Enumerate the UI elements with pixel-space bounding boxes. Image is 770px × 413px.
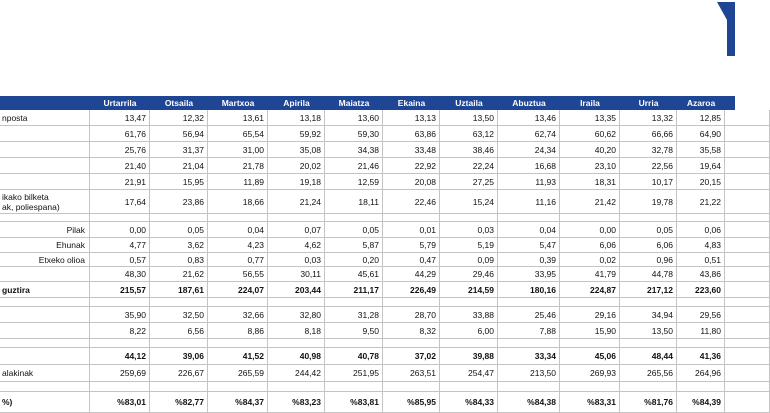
table-cell: [725, 282, 770, 298]
row-label: guztira: [0, 282, 90, 298]
row-label-line: ak, poliespana): [2, 201, 60, 212]
table-cell: [725, 238, 770, 253]
table-cell: 22,56: [620, 158, 677, 174]
table-cell: [325, 382, 383, 392]
table-cell: 24,34: [498, 142, 560, 158]
row-label: [0, 158, 90, 174]
table-cell: 27,25: [440, 174, 498, 190]
table-cell: 40,98: [268, 348, 325, 365]
table-cell: [677, 382, 725, 392]
month-header-8: Abuztua: [512, 98, 546, 108]
table-cell: 0,51: [677, 253, 725, 267]
table-cell: 0,05: [620, 222, 677, 238]
table-row: [0, 214, 735, 222]
row-label: [0, 307, 90, 323]
table-cell: 35,90: [90, 307, 150, 323]
table-row: [0, 267, 735, 282]
table-cell: [725, 214, 770, 222]
month-header-6: Ekaina: [397, 98, 426, 108]
table-cell: [208, 339, 268, 348]
corner-logo-icon: [705, 0, 735, 60]
table-row: [0, 222, 735, 238]
table-cell: [90, 382, 150, 392]
table-cell: 265,56: [620, 365, 677, 382]
table-row: [0, 110, 735, 126]
table-cell: 8,86: [208, 323, 268, 339]
table-cell: 44,29: [383, 267, 440, 282]
table-cell: 31,37: [150, 142, 208, 158]
table-cell: %83,81: [325, 392, 383, 413]
table-cell: 60,62: [560, 126, 620, 142]
month-header-4: Apirila: [283, 98, 310, 108]
table-cell: 12,59: [325, 174, 383, 190]
table-cell: %83,01: [90, 392, 150, 413]
table-cell: 32,80: [268, 307, 325, 323]
table-cell: [725, 339, 770, 348]
row-label: [0, 190, 90, 214]
table-cell: 13,13: [383, 110, 440, 126]
month-header-1: Urtarrila: [103, 98, 137, 108]
table-cell: 22,46: [383, 190, 440, 214]
table-cell: 11,89: [208, 174, 268, 190]
table-row: [0, 348, 735, 365]
table-cell: [268, 214, 325, 222]
table-cell: 21,91: [90, 174, 150, 190]
table-cell: [440, 214, 498, 222]
table-cell: 45,61: [325, 267, 383, 282]
table-cell: 40,78: [325, 348, 383, 365]
table-cell: %82,77: [150, 392, 208, 413]
table-cell: 6,00: [440, 323, 498, 339]
table-cell: 13,60: [325, 110, 383, 126]
table-cell: 21,62: [150, 267, 208, 282]
table-cell: 62,74: [498, 126, 560, 142]
table-cell: 226,49: [383, 282, 440, 298]
month-header-2: Otsaila: [164, 98, 194, 108]
table-cell: 11,16: [498, 190, 560, 214]
table-cell: [725, 392, 770, 413]
table-cell: [325, 214, 383, 222]
table-cell: 21,04: [150, 158, 208, 174]
table-cell: 41,36: [677, 348, 725, 365]
table-cell: 29,16: [560, 307, 620, 323]
table-row: [0, 190, 735, 214]
table-cell: %85,95: [383, 392, 440, 413]
table-cell: [150, 339, 208, 348]
table-cell: [498, 214, 560, 222]
table-cell: [268, 382, 325, 392]
table-cell: 180,16: [498, 282, 560, 298]
table-cell: [208, 382, 268, 392]
table-cell: 18,31: [560, 174, 620, 190]
table-cell: 9,50: [325, 323, 383, 339]
table-cell: %83,31: [560, 392, 620, 413]
table-cell: 8,32: [383, 323, 440, 339]
table-cell: 18,66: [208, 190, 268, 214]
table-row: [0, 253, 735, 267]
table-cell: 215,57: [90, 282, 150, 298]
row-label: [0, 174, 90, 190]
table-cell: %81,76: [620, 392, 677, 413]
table-cell: 48,44: [620, 348, 677, 365]
table-cell: 0,57: [90, 253, 150, 267]
table-cell: 13,46: [498, 110, 560, 126]
table-cell: 17,64: [90, 190, 150, 214]
table-cell: 28,70: [383, 307, 440, 323]
table-cell: [725, 158, 770, 174]
table-cell: %84,37: [208, 392, 268, 413]
table-cell: 0,01: [383, 222, 440, 238]
table-cell: 21,22: [677, 190, 725, 214]
table-cell: 0,20: [325, 253, 383, 267]
table-cell: 35,08: [268, 142, 325, 158]
table-cell: [90, 214, 150, 222]
table-cell: 13,61: [208, 110, 268, 126]
table-row: [0, 158, 735, 174]
table-cell: 0,77: [208, 253, 268, 267]
row-label: Pilak: [0, 222, 90, 238]
table-cell: 251,95: [325, 365, 383, 382]
table-cell: [560, 382, 620, 392]
table-cell: 21,24: [268, 190, 325, 214]
table-cell: [498, 382, 560, 392]
table-cell: 21,42: [560, 190, 620, 214]
table-cell: 265,59: [208, 365, 268, 382]
table-cell: 0,02: [560, 253, 620, 267]
table-cell: 22,24: [440, 158, 498, 174]
table-cell: 32,66: [208, 307, 268, 323]
table-cell: [325, 339, 383, 348]
table-cell: [268, 298, 325, 307]
table-cell: [725, 222, 770, 238]
month-header-9: Iraila: [580, 98, 600, 108]
table-cell: [498, 298, 560, 307]
table-cell: 56,55: [208, 267, 268, 282]
table-cell: 0,03: [440, 222, 498, 238]
table-cell: 19,78: [620, 190, 677, 214]
table-cell: 0,00: [90, 222, 150, 238]
table-cell: 39,88: [440, 348, 498, 365]
table-cell: 44,12: [90, 348, 150, 365]
row-label: [0, 267, 90, 282]
table-cell: 0,05: [325, 222, 383, 238]
table-row: [0, 323, 735, 339]
table-cell: [725, 174, 770, 190]
table-cell: 0,04: [208, 222, 268, 238]
table-cell: [725, 190, 770, 214]
table-cell: 0,05: [150, 222, 208, 238]
table-cell: 0,03: [268, 253, 325, 267]
table-cell: 0,96: [620, 253, 677, 267]
table-row: [0, 142, 735, 158]
month-header-12: A: [744, 98, 751, 108]
row-label: %): [0, 392, 90, 413]
table-cell: 0,83: [150, 253, 208, 267]
table-cell: 33,34: [498, 348, 560, 365]
table-cell: 13,50: [440, 110, 498, 126]
row-label: Etxeko olioa: [0, 253, 90, 267]
table-row: [0, 365, 735, 382]
table-cell: 3,62: [150, 238, 208, 253]
row-label: Ehunak: [0, 238, 90, 253]
table-cell: 22,92: [383, 158, 440, 174]
table-cell: [620, 339, 677, 348]
table-cell: 13,47: [90, 110, 150, 126]
table-cell: [440, 298, 498, 307]
table-cell: 217,12: [620, 282, 677, 298]
table-cell: 32,78: [620, 142, 677, 158]
table-cell: 0,06: [677, 222, 725, 238]
table-cell: 5,87: [325, 238, 383, 253]
table-cell: 34,38: [325, 142, 383, 158]
table-cell: 214,59: [440, 282, 498, 298]
table-cell: [440, 339, 498, 348]
table-cell: [208, 214, 268, 222]
table-cell: [150, 298, 208, 307]
row-label: [0, 142, 90, 158]
table-cell: 254,47: [440, 365, 498, 382]
row-label-line: ikako bilketa: [2, 191, 49, 202]
table-cell: 20,02: [268, 158, 325, 174]
table-row: [0, 174, 735, 190]
table-cell: [383, 298, 440, 307]
table-cell: 59,92: [268, 126, 325, 142]
table-cell: [620, 298, 677, 307]
table-cell: [560, 339, 620, 348]
table-cell: 65,54: [208, 126, 268, 142]
table-cell: 223,60: [677, 282, 725, 298]
table-cell: 21,40: [90, 158, 150, 174]
row-label: [0, 298, 90, 307]
month-header-10: Urria: [638, 98, 659, 108]
table-cell: 44,78: [620, 267, 677, 282]
table-cell: [725, 348, 770, 365]
table-cell: 187,61: [150, 282, 208, 298]
table-cell: 35,58: [677, 142, 725, 158]
table-cell: 23,86: [150, 190, 208, 214]
table-cell: [498, 339, 560, 348]
table-cell: 0,09: [440, 253, 498, 267]
row-label: [0, 339, 90, 348]
table-cell: [325, 298, 383, 307]
table-cell: 41,79: [560, 267, 620, 282]
month-header-7: Uztaila: [455, 98, 483, 108]
table-cell: 226,67: [150, 365, 208, 382]
table-cell: 48,30: [90, 267, 150, 282]
table-row: [0, 282, 735, 298]
row-label: alakinak: [0, 365, 90, 382]
table-cell: 63,86: [383, 126, 440, 142]
table-cell: 0,07: [268, 222, 325, 238]
table-cell: 263,51: [383, 365, 440, 382]
month-header-11: Azaroa: [686, 98, 716, 108]
row-label: [0, 214, 90, 222]
table-cell: 29,56: [677, 307, 725, 323]
table-cell: %83,23: [268, 392, 325, 413]
table-cell: [677, 298, 725, 307]
table-cell: 224,87: [560, 282, 620, 298]
table-cell: 5,47: [498, 238, 560, 253]
table-cell: 4,83: [677, 238, 725, 253]
table-cell: 4,62: [268, 238, 325, 253]
table-cell: 56,94: [150, 126, 208, 142]
table-cell: 19,18: [268, 174, 325, 190]
table-cell: 63,12: [440, 126, 498, 142]
table-cell: 6,06: [620, 238, 677, 253]
table-cell: 259,69: [90, 365, 150, 382]
table-row: [0, 298, 735, 307]
table-cell: 0,00: [560, 222, 620, 238]
table-cell: 34,94: [620, 307, 677, 323]
table-cell: 30,11: [268, 267, 325, 282]
row-label: [0, 348, 90, 365]
table-row: [0, 339, 735, 348]
table-cell: [725, 253, 770, 267]
table-cell: 244,42: [268, 365, 325, 382]
table-row: [0, 238, 735, 253]
table-cell: 23,10: [560, 158, 620, 174]
table-cell: [440, 382, 498, 392]
table-cell: 20,08: [383, 174, 440, 190]
table-cell: 66,66: [620, 126, 677, 142]
table-cell: [725, 323, 770, 339]
table-cell: 13,18: [268, 110, 325, 126]
table-cell: 13,50: [620, 323, 677, 339]
table-cell: 59,30: [325, 126, 383, 142]
table-cell: 6,06: [560, 238, 620, 253]
table-cell: 25,76: [90, 142, 150, 158]
table-cell: 7,88: [498, 323, 560, 339]
table-cell: 11,80: [677, 323, 725, 339]
table-cell: 43,86: [677, 267, 725, 282]
table-row: [0, 126, 735, 142]
table-cell: 15,95: [150, 174, 208, 190]
table-cell: 61,76: [90, 126, 150, 142]
table-cell: 15,24: [440, 190, 498, 214]
table-cell: 12,85: [677, 110, 725, 126]
table-cell: [268, 339, 325, 348]
table-cell: 8,18: [268, 323, 325, 339]
table-cell: 38,46: [440, 142, 498, 158]
table-cell: [725, 365, 770, 382]
row-label: [0, 126, 90, 142]
table-cell: 0,04: [498, 222, 560, 238]
table-cell: 33,95: [498, 267, 560, 282]
table-cell: [725, 307, 770, 323]
table-cell: [150, 214, 208, 222]
table-cell: 13,32: [620, 110, 677, 126]
table-cell: 269,93: [560, 365, 620, 382]
table-cell: %84,33: [440, 392, 498, 413]
table-cell: 41,52: [208, 348, 268, 365]
table-cell: %84,38: [498, 392, 560, 413]
table-cell: 5,19: [440, 238, 498, 253]
table-cell: 10,17: [620, 174, 677, 190]
table-cell: [620, 382, 677, 392]
table-cell: [150, 382, 208, 392]
table-cell: 31,00: [208, 142, 268, 158]
table-cell: 11,93: [498, 174, 560, 190]
table-row: [0, 392, 735, 413]
table-cell: 19,64: [677, 158, 725, 174]
table-cell: 18,11: [325, 190, 383, 214]
table-cell: [90, 298, 150, 307]
table-cell: [620, 214, 677, 222]
table-cell: 0,39: [498, 253, 560, 267]
table-cell: [383, 339, 440, 348]
table-cell: 264,96: [677, 365, 725, 382]
table-cell: 211,17: [325, 282, 383, 298]
table-cell: 39,06: [150, 348, 208, 365]
table-cell: 45,06: [560, 348, 620, 365]
table-cell: %84,39: [677, 392, 725, 413]
table-cell: 213,50: [498, 365, 560, 382]
table-cell: 15,90: [560, 323, 620, 339]
table-cell: [725, 110, 770, 126]
month-header-5: Maiatza: [338, 98, 370, 108]
table-cell: 12,32: [150, 110, 208, 126]
table-row: [0, 382, 735, 392]
table-cell: [560, 298, 620, 307]
table-cell: 40,20: [560, 142, 620, 158]
row-label: [0, 382, 90, 392]
table-cell: [725, 298, 770, 307]
table-cell: [560, 214, 620, 222]
table-cell: 5,79: [383, 238, 440, 253]
row-label: [0, 323, 90, 339]
table-cell: 64,90: [677, 126, 725, 142]
row-label: nposta: [0, 110, 90, 126]
table-cell: [677, 339, 725, 348]
table-cell: 13,35: [560, 110, 620, 126]
table-cell: 16,68: [498, 158, 560, 174]
table-cell: 31,28: [325, 307, 383, 323]
month-header-3: Martxoa: [221, 98, 255, 108]
table-cell: [90, 339, 150, 348]
table-cell: [725, 267, 770, 282]
table-cell: [677, 214, 725, 222]
table-cell: 21,78: [208, 158, 268, 174]
table-cell: [383, 214, 440, 222]
table-cell: 6,56: [150, 323, 208, 339]
table-cell: [383, 382, 440, 392]
table-cell: 37,02: [383, 348, 440, 365]
table-cell: 33,48: [383, 142, 440, 158]
table-cell: 29,46: [440, 267, 498, 282]
table-cell: [208, 298, 268, 307]
table-cell: 21,46: [325, 158, 383, 174]
table-cell: [725, 126, 770, 142]
table-cell: 4,77: [90, 238, 150, 253]
table-cell: 20,15: [677, 174, 725, 190]
table-cell: [725, 142, 770, 158]
table-cell: 8,22: [90, 323, 150, 339]
table-cell: 33,88: [440, 307, 498, 323]
table-cell: 0,47: [383, 253, 440, 267]
table-cell: [725, 382, 770, 392]
table-cell: 4,23: [208, 238, 268, 253]
table-row: [0, 307, 735, 323]
table-cell: 203,44: [268, 282, 325, 298]
table-cell: 32,50: [150, 307, 208, 323]
table-cell: 25,46: [498, 307, 560, 323]
table-cell: 224,07: [208, 282, 268, 298]
